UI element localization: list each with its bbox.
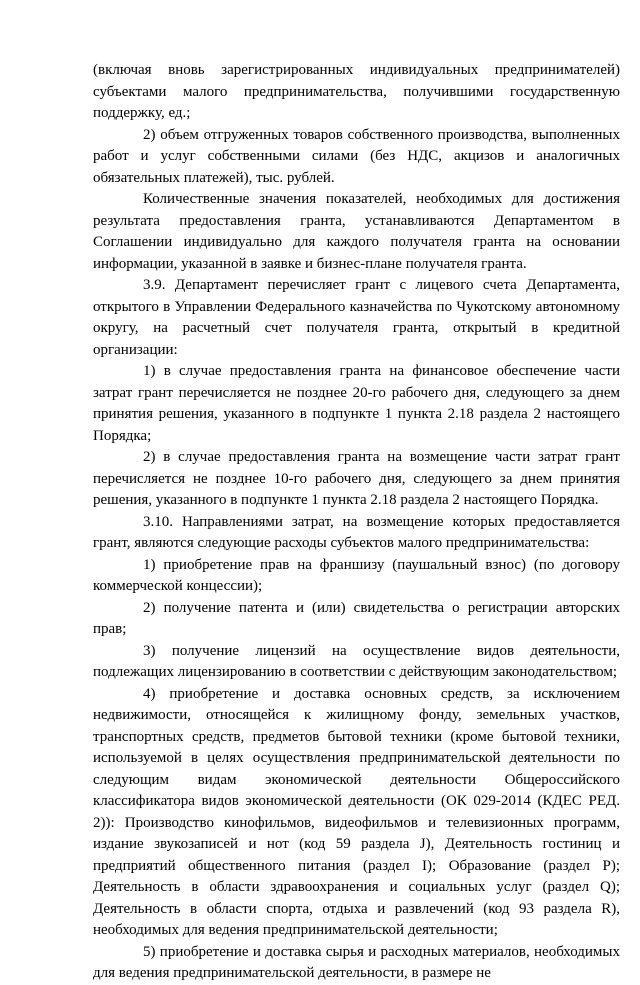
paragraph-continuation: (включая вновь зарегистрированных индивидуальных предпринимателей) субъектами малого предпринимательства, получившими государственную поддержку, ед.; (93, 62, 620, 121)
paragraph-3-10-item-5: 5) приобретение и доставка сырья и расходных материалов, необходимых для ведения предпринимательской деятельности, в размере не (93, 943, 620, 981)
paragraph-3-9-item-1: 1) в случае предоставления гранта на финансовое обеспечение части затрат грант перечисляется не позднее 20-го рабочего дня, следующего за днем принятия решения, указанного в подпункте 1 пункта 2.18 раздела 2 настоящего Порядка; (93, 363, 620, 444)
paragraph-3-9-item-2: 2) в случае предоставления гранта на возмещение части затрат грант перечисляется не позднее 10-го рабочего дня, следующего за днем принятия решения, указанного в подпункте 1 пункта 2.18 раздела 2 настоящего Порядка. (93, 449, 620, 508)
paragraph-3-10-item-3: 3) получение лицензий на осуществление видов деятельности, подлежащих лицензированию в соответствии с действующим законодательством; (93, 642, 620, 680)
paragraph-3-10-item-1: 1) приобретение прав на франшизу (паушальный взнос) (по договору коммерческой концессии); (93, 556, 620, 594)
paragraph-3-10: 3.10. Направлениями затрат, на возмещение которых предоставляется грант, являются следующие расходы субъектов малого предпринимательства: (93, 513, 620, 551)
paragraph-3-10-item-2: 2) получение патента и (или) свидетельства о регистрации авторских прав; (93, 599, 620, 637)
paragraph-indicator-values: Количественные значения показателей, необходимых для достижения результата предоставления гранта, устанавливаются Департаментом в Соглашении индивидуально для каждого получателя гранта на основании информации, указанной в заявке и бизнес-плане получателя гранта. (93, 191, 620, 272)
paragraph-indicator-2: 2) объем отгруженных товаров собственного производства, выполненных работ и услуг собственными силами (без НДС, акцизов и аналогичных обязательных платежей), тыс. рублей. (93, 126, 620, 186)
paragraph-3-10-item-4: 4) приобретение и доставка основных средств, за исключением недвижимости, относящейся к жилищному фонду, земельных участков, транспортных средств, предметов бытовой техники (кроме бытовой техники, используемой в целях осуществления предпринимательской деятельности по следующим видам экономической деятельности Общероссийского классификатора видов экономической деятельности (ОК 029-2014 (КДЕС РЕД. 2)): Производство кинофильмов, видеофильмов и телевизионных программ, издание звукозаписей и нот (код 59 раздела J), Деятельность гостиниц и предприятий общественного питания (раздел I); Образование (раздел P); Деятельность в области здравоохранения и социальных услуг (раздел Q); Деятельность в области спорта, отдыха и развлечений (код 93 раздела R), необходимых для ведения предпринимательской деятельности; (93, 685, 620, 938)
paragraph-3-9: 3.9. Департамент перечисляет грант с лицевого счета Департамента, открытого в Управлении Федерального казначейства по Чукотскому автономному округу, на расчетный счет получателя гранта, открытый в кредитной организации: (93, 277, 620, 358)
